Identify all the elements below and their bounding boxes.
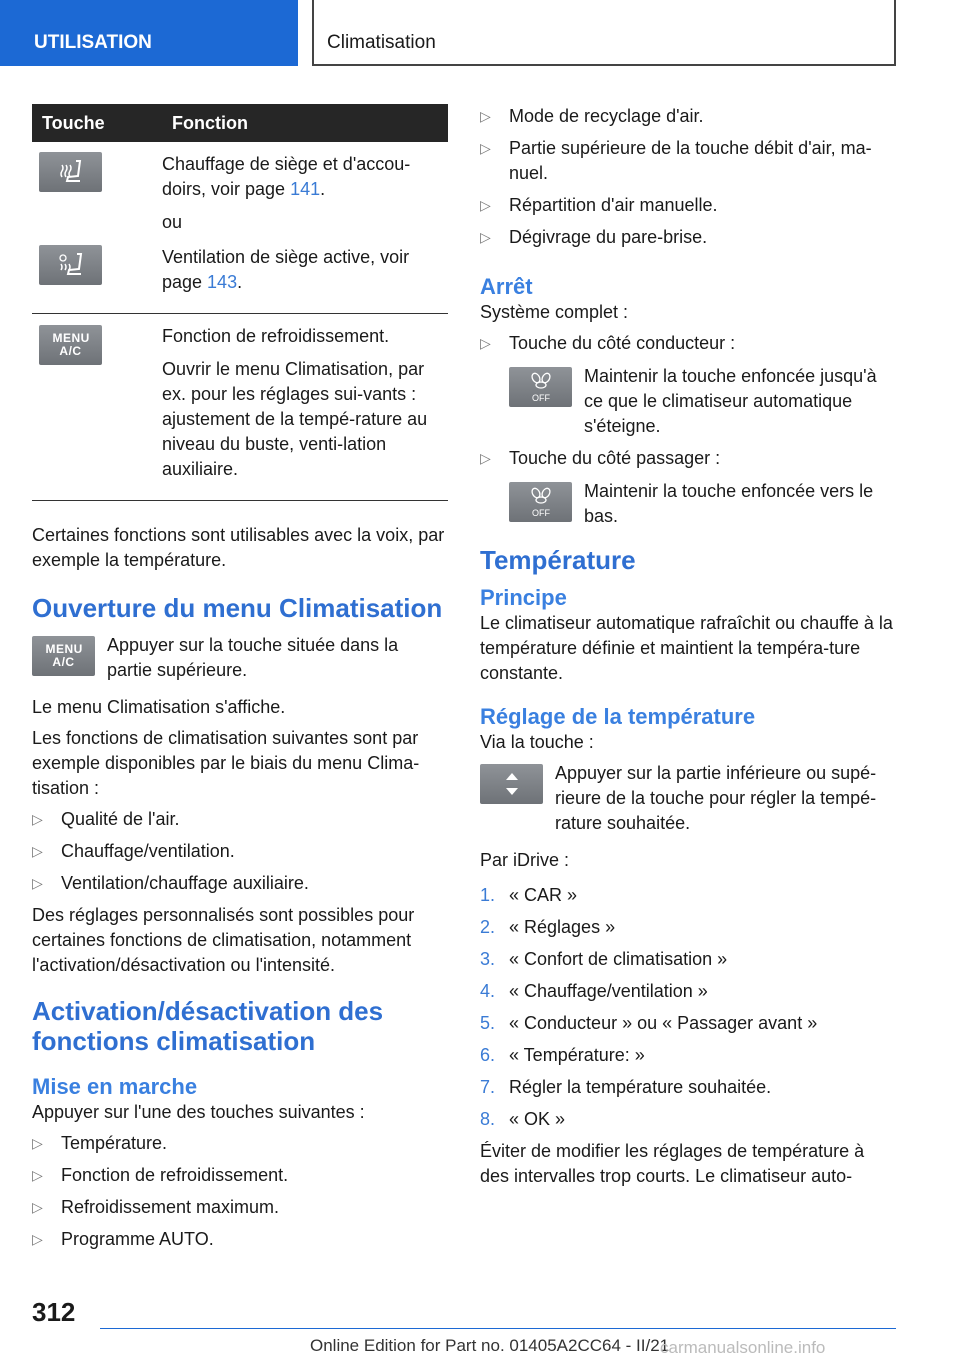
section-tab: UTILISATION [0,0,298,66]
custom-settings-text: Des réglages personnalisés sont possibles pour certaines fonctions de climatisation, notamment l'activation/désactivation ou l'intensité. [32,905,415,975]
driver-off-text: Maintenir la touche enfoncée jusqu'à ce que le climatiseur automatique s'éteigne. [584,366,877,436]
table-header-row [32,104,448,142]
seat-heating-button-icon [39,152,102,192]
menu-ac-button-icon: MENU A/C [39,325,102,365]
table-row [32,243,448,314]
table-row [32,314,448,501]
right-column [480,104,898,1195]
triangle-bullet-icon: ▷ [32,875,43,891]
triangle-bullet-icon: ▷ [32,843,43,859]
watermark: carmanualsonline.info [660,1338,826,1357]
list-item: ▷ Mode de recyclage d'air. [480,104,898,129]
start-keys-list-continued [480,104,898,250]
list-item: ▷ Chauffage/ventilation. [32,839,448,864]
triangle-bullet-icon: ▷ [480,450,491,466]
cooling-menu-text: Ouvrir le menu Climatisation, par ex. pour les réglages sui-vants : ajustement de la tempé-rature au niveau du buste, venti-lation auxiliaire. [162,359,428,479]
list-item: ▷ Dégivrage du pare-brise. [480,225,898,250]
list-item: 3. « Confort de climatisation » [480,949,728,969]
footer-divider [100,1328,896,1329]
triangle-bullet-icon: ▷ [32,1167,43,1183]
triangle-bullet-icon: ▷ [32,1231,43,1247]
passenger-off-instruction [509,479,898,529]
via-key-text: Via la touche : [480,732,594,752]
menu-ac-button-icon: MENU A/C [32,636,95,676]
idrive-text: Par iDrive : [480,850,570,870]
principle-text: Le climatiseur automatique rafraîchit ou chauffe à la température définie et maintient la tempéra-ture constante. [480,613,893,683]
heading-setting: Réglage de la température [480,704,756,729]
table-header-function: Fonction [150,104,448,142]
stop-list [480,331,898,529]
open-menu-instruction [32,633,448,683]
list-item: ▷ Fonction de refroidissement. [32,1163,448,1188]
start-keys-list [32,1131,448,1252]
seat-heating-text: Chauffage de siège et d'accou-doirs, voir page 141. [162,154,411,199]
cooling-function-text: Fonction de refroidissement. [162,326,390,346]
list-item: ▷ Répartition d'air manuelle. [480,193,898,218]
system-text: Système complet : [480,302,629,322]
avoid-text: Éviter de modifier les réglages de température à des intervalles trop courts. Le climatiseur auto- [480,1141,865,1186]
driver-off-instruction [509,364,898,439]
list-item: 4. « Chauffage/ventilation » [480,981,708,1001]
triangle-bullet-icon: ▷ [480,197,491,213]
list-item: ▷ Partie supérieure de la touche débit d'air, ma-nuel. [480,138,872,183]
temp-key-text: Appuyer sur la partie inférieure ou supé-rieure de la touche pour régler la tempé-rature souhaitée. [555,763,877,833]
start-text: Appuyer sur l'une des touches suivantes : [32,1102,365,1122]
list-item: ▷ Ventilation/chauffage auxiliaire. [32,871,448,896]
fan-off-button-icon [509,482,572,522]
key-function-table [32,104,448,501]
triangle-bullet-icon: ▷ [480,229,491,245]
seat-ventilation-text: Ventilation de siège active, voir page 143. [162,247,410,292]
page-link-141[interactable]: 141 [290,179,321,199]
voice-text: Certaines fonctions sont utilisables avec la voix, par exemple la température. [32,525,445,570]
heading-open-menu: Ouverture du menu Climatisation [32,593,443,623]
list-item: ▷ Programme AUTO. [32,1227,448,1252]
heading-activation: Activation/désactivation des fonctions climatisation [32,996,384,1056]
triangle-bullet-icon: ▷ [480,335,491,351]
up-down-button-icon [480,764,543,804]
list-item: 6. « Température: » [480,1045,645,1065]
idrive-steps [480,883,898,1132]
list-item: 5. « Conducteur » ou « Passager avant » [480,1013,818,1033]
triangle-bullet-icon: ▷ [32,1199,43,1215]
fan-off-button-icon [509,367,572,407]
svg-text:OFF: OFF [531,508,550,518]
page-link-143[interactable]: 143 [207,272,238,292]
edition-text: Online Edition for Part no. 01405A2CC64 - II/21 [310,1336,670,1355]
list-item: ▷ Température. [32,1131,448,1156]
list-item: ▷ Qualité de l'air. [32,807,448,832]
heading-principle: Principe [480,585,567,610]
left-column [32,104,448,1259]
list-item: 1. « CAR » [480,885,578,905]
page-title: Climatisation [312,0,896,66]
function-list [32,807,448,896]
menu-shown-text: Le menu Climatisation s'affiche. [32,697,286,717]
list-item: ▷ Touche du côté conducteur : OFF Maintenir la touche enfoncée jusqu'à ce que le climatiseur automatique s'éteigne. [480,331,898,439]
list-item: 7. Régler la température souhaitée. [480,1077,772,1097]
passenger-off-text: Maintenir la touche enfoncée vers le bas. [584,481,874,526]
heading-start: Mise en marche [32,1074,198,1099]
list-item: 2. « Réglages » [480,917,616,937]
triangle-bullet-icon: ▷ [32,1135,43,1151]
open-menu-text: Appuyer sur la touche située dans la partie supérieure. [107,635,399,680]
functions-text: Les fonctions de climatisation suivantes sont par exemple disponibles par le biais du menu Clima-tisation : [32,728,420,798]
temp-key-instruction [480,761,898,836]
table-header-key: Touche [32,104,150,142]
or-text: ou [162,212,183,232]
list-item: ▷ Touche du côté passager : OFF Maintenir la touche enfoncée vers le bas. [480,446,898,529]
heading-temperature: Température [480,545,636,575]
list-item: 8. « OK » [480,1109,566,1129]
table-row [32,142,448,243]
triangle-bullet-icon: ▷ [32,811,43,827]
triangle-bullet-icon: ▷ [480,140,491,156]
triangle-bullet-icon: ▷ [480,108,491,124]
list-item: ▷ Refroidissement maximum. [32,1195,448,1220]
heading-stop: Arrêt [480,274,533,299]
seat-ventilation-button-icon [39,245,102,285]
page-number: 312 [32,1297,76,1327]
svg-text:OFF: OFF [531,393,550,403]
